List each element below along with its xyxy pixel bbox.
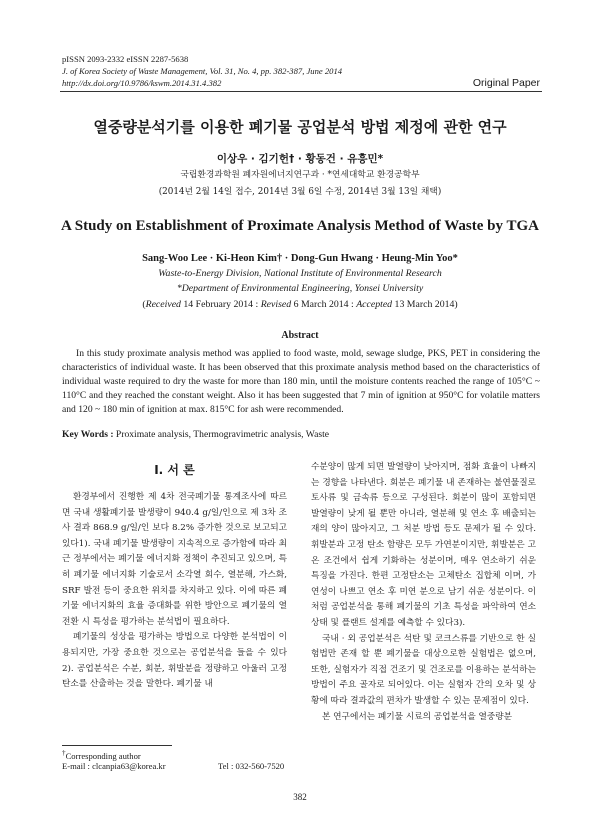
keywords-label: Key Words :	[62, 429, 114, 440]
korean-affiliation: 국립환경과학원 폐자원에너지연구과 · *연세대학교 환경공학부	[180, 170, 420, 180]
received-date: 14 February 2014 :	[180, 299, 261, 310]
accepted-label: Accepted	[356, 299, 393, 310]
revised-label: Revised	[260, 299, 292, 310]
journal-citation: J. of Korea Society of Waste Management, Vol. 31, No. 4, pp. 382-387, June 2014	[62, 66, 343, 76]
english-affiliation-1: Waste-to-Energy Division, National Institute of Environmental Research	[158, 268, 442, 279]
page-number: 382	[293, 792, 307, 802]
body-paragraph: 수분양이 많게 되면 발열량이 낮아지며, 점화 효율이 나빠지는 경향을 나타낸다. 회분은 폐기물 내 존재하는 불연물질로 토사류 및 금속류 등으로 구성된다. 회분이 많이 포함되면 발열량이 낮게 될 뿐만 아니라, 열분해 및 연소 후 배출되는 재의 양이 많아지고, 그 처분 방법 등도 문제가 될 수 있다. 휘발분과 고정 탄소 함량은 모두 가연분이지만, 휘발분은 고온 조건에서 쉽게 기화하는 성분이며, 매우 연소하기 쉬운 특징을 가진다. 한편 고정탄소는 고체탄소 집합체 이며, 가연성이 나쁘고 연소 후 미연 분으로 남기 쉬운 성분이다. 이처럼 공업분석을 통해 폐기물의 기초 특성을 파악하여 연소 상태 및 플랜트 설계를 예측할 수 있다3).	[311, 462, 536, 628]
right-column	[311, 460, 536, 725]
korean-title: 열중량분석기를 이용한 폐기물 공업분석 방법 제정에 관한 연구	[93, 118, 507, 136]
body-paragraph: 환경부에서 진행한 제 4차 전국폐기물 통계조사에 따르면 국내 생활폐기물 발생량이 940.4 g/일/인으로 제 3차 조사 결과 868.9 g/일/인 보다 8.2% 증가한 것으로 보고되고 있다1). 국내 폐기물 발생량이 지속적으로 증가함에 따라 최근 정부에서는 폐기물 에너지화 정책이 추진되고 있으며, 특히 폐기물 에너지화 기술로서 소각열 회수, 열분해, 가스화, SRF 발전 등이 중요한 위치를 차지하고 있다. 이에 따른 폐기물 에너지화의 효율 증대화를 위한 방안으로 폐기물의 열 전환 시 특성을 평가하는 분석법이 필요하다.	[62, 492, 287, 627]
english-title: A Study on Establishment of Proximate Analysis Method of Waste by TGA	[61, 218, 539, 234]
journal-header	[62, 53, 342, 89]
footnote-tel: Tel : 032-560-7520	[218, 761, 285, 771]
received-label: Received	[145, 299, 181, 310]
english-authors: Sang-Woo Lee · Ki-Heon Kim† · Dong-Gun Hwang · Heung-Min Yoo*	[142, 253, 458, 264]
revised-date: 6 March 2014 :	[291, 299, 357, 310]
section-heading-introduction: I. 서 론	[154, 463, 195, 477]
left-column	[62, 490, 287, 693]
keywords-text: Proximate analysis, Thermogravimetric analysis, Waste	[113, 429, 330, 440]
english-dates	[0, 299, 600, 310]
body-paragraph: 본 연구에서는 폐기물 시료의 공업분석을 열중량분	[322, 711, 513, 722]
accepted-date: 13 March 2014)	[392, 299, 458, 310]
article-type-label: Original Paper	[472, 77, 540, 89]
footnote-divider	[62, 745, 172, 746]
body-paragraph: 국내 · 외 공업분석은 석탄 및 코크스류를 기반으로 한 실험법만 존재 할 뿐 폐기물을 대상으로한 실험법은 없으며, 또한, 실험자가 직접 건조기 및 건조로를 이용하는 분석하는 방법이 주요 골자로 되어있다. 이는 실험자 간의 오차 및 상황에 따라 결과값의 편차가 발생할 수 있는 문제점이 있다.	[311, 633, 536, 706]
dates-open: (	[142, 299, 146, 310]
korean-dates: (2014년 2월 14일 접수, 2014년 3월 6일 수정, 2014년 3월 13일 채택)	[158, 187, 442, 197]
corresponding-label: Corresponding author	[65, 750, 141, 761]
footnote-email[interactable]: E-mail : clcanpia63@korea.kr	[62, 761, 166, 771]
abstract-heading: Abstract	[281, 330, 319, 341]
english-affiliation-2: *Department of Environmental Engineering, Yonsei University	[176, 283, 424, 294]
footnote-corresponding	[62, 749, 141, 761]
header-divider	[60, 91, 542, 92]
abstract-text: In this study proximate analysis method was applied to food waste, mold, sewage sludge, PKS, PET in considering the characteristics of individual waste. It has been observed that this proximate analysis method based on the characteristics of individual waste required to dry the waste for more than 180 min, until the moisture contents reached the range of 105°C ~ 110°C and they reached the constant weight. Also it has been suggested that 7 min of ignition at 950°C for volatile matters and 120 ~ 180 min of ignition at max. 815°C for ash were recommended.	[62, 348, 540, 415]
doi-link[interactable]: http://dx.doi.org/10.9786/kswm.2014.31.4.382	[62, 78, 222, 88]
korean-authors: 이상우 · 김기헌† · 황동건 · 유흥민*	[216, 153, 384, 165]
dagger-mark: †	[62, 749, 66, 757]
keywords	[62, 429, 540, 440]
body-paragraph: 폐기물의 성상을 평가하는 방법으로 다양한 분석법이 이용되지만, 가장 중요한 것으로는 공업분석을 들을 수 있다2). 공업분석은 수분, 회분, 휘발분을 정량하고 아울러 고정탄소를 산출하는 것을 말한다. 폐기물 내	[62, 632, 287, 690]
issn-line: pISSN 2093-2332 eISSN 2287-5638	[62, 54, 189, 64]
